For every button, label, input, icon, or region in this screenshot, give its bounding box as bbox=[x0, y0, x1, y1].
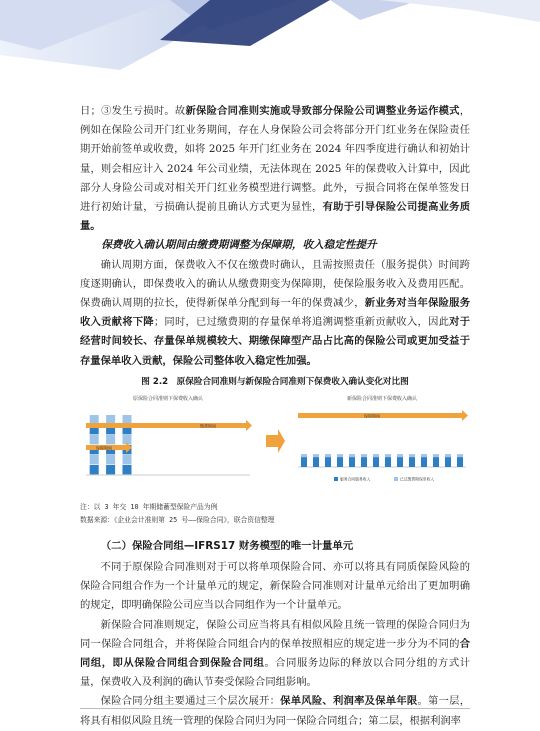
chart-right-bar-top-8 bbox=[385, 454, 391, 457]
chart-left-bar-1 bbox=[90, 455, 99, 464]
chart-right-title: 新保险合同准则下保费收入确认 bbox=[346, 395, 417, 402]
figure-caption: 图 2.2 原保险合同准则与新保险合同准则下保费收入确认变化对比图 bbox=[141, 376, 409, 387]
paragraph-1: 日；③发生亏损时。故新保险合同准则实施或导致部分保险公司调整业务运作模式，例如在保险公司开门红业务期间，存在人身保险公司会将部分开门红业务在保险责任期开始前签单或收费，如将 2025 年开门红业务在 2024 年四季度进行确认和初始计量，则会相应计入 2024 年公司业绩，无法体现在 2025 年的保费收入计算中，因此部分人身险公司或对相关开门红业务模型进行调整。此外，亏损合同将在保单签发日进行初始计量，亏损确认提前且确认方式更为显性，有助于引导保险公司提高业务质量。 bbox=[80, 105, 471, 233]
subheading: 保费收入确认期间由缴费期调整为保障期，收入稳定性提升 bbox=[101, 239, 377, 252]
chart-left-bar-2 bbox=[106, 455, 115, 464]
chart-right-bar-top-13 bbox=[445, 454, 451, 457]
chart-left-bar-2 bbox=[106, 415, 115, 424]
paragraph-4: 新保险合同准则规定，保险公司应当将具有相似风险且统一管理的保险合同归为同一保险合同组合，并将保险合同组合内的保单按照相应的规定进一步分为不同的合同组，即从保险合同组合到保险合同组。合同服务边际的释放以合同分组的方式计量，保费收入及利润的确认节奏受保险合同组影响。 bbox=[80, 618, 471, 689]
chart-right-bar-12 bbox=[433, 457, 439, 467]
chart-left-bar-1 bbox=[90, 415, 99, 424]
section-title: （二）保险合同组—IFRS17 财务模型的唯一计量单元 bbox=[100, 539, 354, 552]
chart-right-bar-14 bbox=[457, 457, 463, 467]
chart-right-bar-top-3 bbox=[325, 454, 331, 457]
paragraph-5: 保险合同分组主要通过三个层次展开：保单风险、利润率及保单年限。第一层，将具有相似风险且统一管理的保险合同归为同一保险合同组合；第二层，根据利润率 bbox=[80, 695, 471, 727]
body-content bbox=[80, 102, 470, 731]
legend-label-a: 服务合同服务收入 bbox=[340, 476, 371, 482]
chart-left-bar-1 bbox=[90, 435, 99, 444]
note-source: 数据来源：《企业会计准则第 25 号——保险合同》，联合资信整理 bbox=[80, 515, 275, 524]
legend-label-b: 已过缴费期保单收入 bbox=[400, 476, 435, 482]
paragraph-3: 不同于原保险合同准则对于可以将单项保险合同、亦可以将具有同质保险风险的保险合同组合作为一个计量单元的规定，新保险合同准则对计量单元给出了更加明确的规定，即明确保险公司应当以合同组作为一个计量单元。 bbox=[80, 561, 470, 612]
comparison-arrow bbox=[264, 395, 286, 491]
paragraph-2: 确认周期方面，保费收入不仅在缴费时确认，且需按照责任（服务提供）时间跨度逐期确认，即保费收入的确认从缴费期变为保障期，使保险服务收入及费用匹配。保费确认周期的拉长，使得新保单分配到每一年的保费减少，新业务对当年保险服务收入贡献将下降；同时，已过缴费期的存量保单将追溯调整重新贡献收入，因此对于经营时间较长、存量保单规模较大、期缴保障型产品占比高的保险公司或更加受益于存量保单收入贡献，保险公司整体收入稳定性加强。 bbox=[80, 258, 471, 367]
chart-right-bar-4 bbox=[337, 457, 343, 467]
chart-right-bar-top-7 bbox=[373, 454, 379, 457]
chart-right-bar-9 bbox=[397, 457, 403, 467]
chart-left-bar-3 bbox=[122, 465, 131, 474]
chart-right-bar-2 bbox=[313, 457, 319, 467]
chart-right-bar-3 bbox=[325, 457, 331, 467]
chart-right-bar-7 bbox=[373, 457, 379, 467]
chart-right-label: 保障期间 bbox=[364, 413, 380, 419]
arrow-right-icon bbox=[264, 395, 286, 491]
chart-right-bar-8 bbox=[385, 457, 391, 467]
chart-right-arrow-head bbox=[462, 410, 468, 421]
chart-left bbox=[80, 395, 256, 491]
chart-right-bar-11 bbox=[421, 457, 427, 467]
footer-rule bbox=[80, 708, 470, 709]
chart-right-arrow bbox=[298, 413, 462, 418]
chart-right-bar-top-12 bbox=[433, 454, 439, 457]
chart-right-svg bbox=[294, 405, 470, 489]
chart-right-bar-6 bbox=[361, 457, 367, 467]
chart-right-bar-top-2 bbox=[313, 454, 319, 457]
chart-right-bar-top-5 bbox=[349, 454, 355, 457]
chart-right-bar-top-11 bbox=[421, 454, 427, 457]
chart-right-bar-top-6 bbox=[361, 454, 367, 457]
chart-right-bar-5 bbox=[349, 457, 355, 467]
chart-right-bar-top-10 bbox=[409, 454, 415, 457]
chart-right-bar-10 bbox=[409, 457, 415, 467]
chart-right-bar-13 bbox=[445, 457, 451, 467]
chart-left-svg bbox=[80, 405, 256, 489]
chart-left-arrow-top-head bbox=[246, 420, 252, 431]
chart-right-bar-1 bbox=[301, 457, 307, 467]
chart-left-label-mid: 保障期间 bbox=[96, 445, 112, 451]
chart-left-arrow-top bbox=[86, 423, 246, 428]
chart-left-bar-2 bbox=[106, 435, 115, 444]
legend-swatch-b bbox=[394, 477, 398, 481]
header-banner bbox=[0, 0, 540, 78]
chart-left-bar-3 bbox=[122, 455, 131, 464]
chart-left-label-top: 缴费期间 bbox=[200, 423, 216, 429]
chart-right bbox=[294, 395, 470, 491]
note-example: 注：以 3 年交 10 年期储蓄型保险产品为例 bbox=[80, 502, 218, 511]
chart-left-bar-3 bbox=[122, 415, 131, 424]
chart-right-bar-top-1 bbox=[301, 454, 307, 457]
figure-notes bbox=[80, 501, 470, 527]
chart-right-bar-top-14 bbox=[457, 454, 463, 457]
chart-left-title: 原保险合同准则下保费收入确认 bbox=[132, 395, 203, 402]
chart-right-bar-top-9 bbox=[397, 454, 403, 457]
chart-right-bar-top-4 bbox=[337, 454, 343, 457]
figure-charts bbox=[80, 395, 470, 491]
chart-left-bar-2 bbox=[106, 465, 115, 474]
legend-swatch-a bbox=[334, 477, 338, 481]
chart-left-bar-1 bbox=[90, 465, 99, 474]
